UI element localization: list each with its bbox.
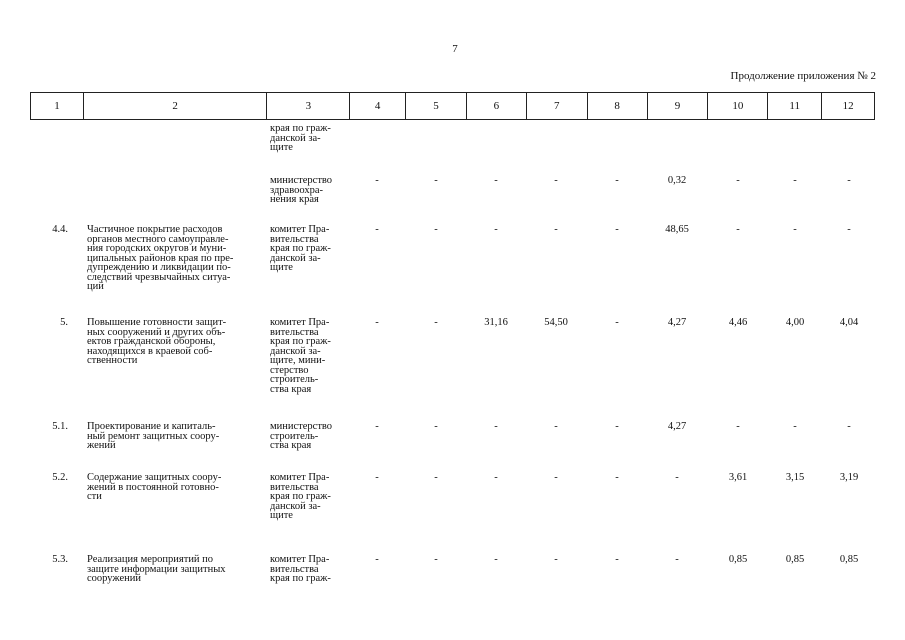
value-cell: - [554,554,558,565]
text-line: ципальных районов края по пре- [87,252,234,264]
text-line: Частичное покрытие расходов [87,224,223,235]
text-line: Реализация мероприятий по [87,554,214,565]
value-cell: 4,04 [839,317,859,328]
value-cell: - [434,317,438,328]
value-cell: 48,65 [665,224,689,235]
value-cell: - [793,175,797,186]
value-cell: - [375,224,379,235]
value-cell: - [375,317,379,328]
activity-name [87,422,264,451]
text-line: вительства [270,233,319,245]
value-cell: - [615,421,619,432]
responsible-executor [270,124,350,153]
value-cell: - [494,554,498,565]
responsible-executor [270,473,350,521]
header-cell: 2 [84,93,268,119]
header-cell: 10 [708,93,768,119]
text-line: находящихся в краевой соб- [87,345,213,357]
value-cell: - [554,421,558,432]
header-cell: 11 [768,93,822,119]
row-number: 4.4. [52,224,68,235]
header-cell: 6 [467,93,527,119]
text-line: строитель- [270,374,319,385]
value-cell: 0,85 [839,554,859,565]
text-line: министерство [270,421,333,432]
text-line: щите [270,142,293,153]
value-cell: - [434,224,438,235]
value-cell: - [736,421,740,432]
text-line: ственности [87,355,138,366]
text-line: вительства [270,481,319,493]
value-cell: - [615,175,619,186]
value-cell: 4,27 [667,317,687,328]
text-line: ства края [270,383,312,395]
text-line: щите [270,510,293,521]
value-cell: - [554,175,558,186]
header-cell: 3 [267,93,350,119]
value-cell: - [615,224,619,235]
text-line: Проектирование и капиталь- [87,421,216,432]
text-line: данской за- [270,132,321,144]
activity-name [87,225,264,292]
text-line: вительства [270,563,319,575]
value-cell: - [375,472,379,483]
value-cell: 0,85 [785,554,805,565]
text-line: края по граж- [270,573,331,584]
responsible-executor [270,422,350,451]
value-cell: 54,50 [544,317,568,328]
value-cell: - [434,175,438,186]
value-cell: 0,32 [667,175,687,186]
text-line: ства края [270,440,312,451]
value-cell: - [847,224,851,235]
text-line: края по граж- [270,491,331,502]
value-cell: - [615,317,619,328]
text-line: сти [87,491,102,502]
text-line: края по граж- [270,336,331,347]
text-line: ния городских округов и муни- [87,243,227,254]
text-line: Повышение готовности защит- [87,317,227,328]
text-line: органов местного самоуправле- [87,233,229,245]
value-cell: - [554,472,558,483]
header-cell: 12 [842,100,854,112]
row-number: 5.2. [52,472,68,483]
text-line: жений в постоянной готовно- [87,481,219,493]
continuation-label: Продолжение приложения № 2 [730,70,876,82]
value-cell: 31,16 [484,317,508,328]
value-cell: 3,61 [728,472,748,483]
row-number: 5.1. [52,421,68,432]
text-line: края по граж- [270,123,331,134]
value-cell: - [736,224,740,235]
value-cell: - [675,554,679,565]
activity-name [87,555,264,584]
text-line: вительства [270,326,319,338]
value-cell: - [494,175,498,186]
value-cell: - [615,554,619,565]
value-cell: - [434,472,438,483]
value-cell: - [615,472,619,483]
row-number: 5.3. [52,554,68,565]
text-line: комитет Пра- [270,472,330,483]
value-cell: - [793,224,797,235]
value-cell: - [847,175,851,186]
value-cell: 3,19 [839,472,859,483]
value-cell: - [494,421,498,432]
text-line: строитель- [270,430,319,442]
responsible-executor [270,176,350,205]
text-line: ный ремонт защитных соору- [87,430,220,442]
header-cell: 4 [350,93,406,119]
value-cell: 4,00 [785,317,805,328]
header-cell: 9 [648,93,709,119]
value-cell: - [675,472,679,483]
activity-name [87,318,264,366]
responsible-executor [270,555,350,584]
text-line: ных сооружений и других объ- [87,326,226,338]
text-line: данской за- [270,252,321,264]
text-line: комитет Пра- [270,317,330,328]
value-cell: - [736,175,740,186]
header-cell: 7 [527,93,588,119]
table-header [30,92,875,120]
text-line: здравоохра- [270,184,323,196]
header-cell: 5 [406,93,467,119]
value-cell: - [494,224,498,235]
text-line: Содержание защитных соору- [87,472,222,483]
text-line: комитет Пра- [270,224,330,235]
text-line: комитет Пра- [270,554,330,565]
text-line: сооружений [87,573,142,584]
text-line: щите, мини- [270,355,326,366]
header-cell: 8 [588,93,648,119]
page-number: 7 [452,43,458,55]
header-cell: 1 [31,93,84,119]
value-cell: 3,15 [785,472,805,483]
value-cell: - [793,421,797,432]
value-cell: - [434,421,438,432]
value-cell: - [554,224,558,235]
value-cell: - [375,421,379,432]
activity-name [87,473,264,502]
text-line: ектов гражданской обороны, [87,336,216,347]
text-line: министерство [270,175,333,186]
value-cell: - [375,175,379,186]
text-line: данской за- [270,500,321,512]
responsible-executor [270,225,350,273]
text-line: данской за- [270,345,321,357]
text-line: ций [87,281,104,292]
text-line: защите информации защитных [87,563,226,575]
value-cell: - [494,472,498,483]
text-line: стерство [270,364,309,376]
text-line: жений [87,440,116,451]
value-cell: 0,85 [728,554,748,565]
responsible-executor [270,318,350,394]
text-line: края по граж- [270,243,331,254]
value-cell: - [434,554,438,565]
row-number: 5. [60,317,68,328]
value-cell: 4,46 [728,317,748,328]
text-line: щите [270,262,293,273]
text-line: следствий чрезвычайных ситуа- [87,271,231,283]
text-line: нения края [270,194,319,205]
text-line: дупреждению и ликвидации по- [87,262,231,273]
value-cell: - [847,421,851,432]
value-cell: 4,27 [667,421,687,432]
value-cell: - [375,554,379,565]
